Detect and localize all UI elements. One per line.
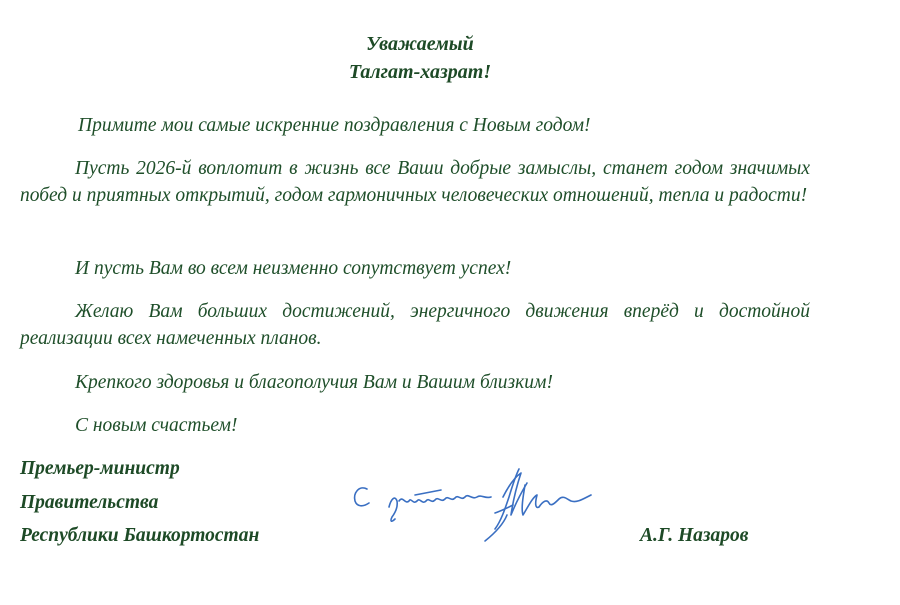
salutation-line-1: Уважаемый: [366, 33, 474, 55]
paragraph-new-happiness: С новым счастьем!: [75, 415, 238, 436]
paragraph-success: И пусть Вам во всем неизменно сопутствует успех!: [75, 258, 512, 279]
paragraph-congratulations: Примите мои самые искренние поздравления с Новым годом!: [78, 115, 591, 136]
salutation-line-2: Талгат-хазрат!: [348, 61, 492, 83]
signer-name: А.Г. Назаров: [640, 525, 749, 546]
signer-title-line-1: Премьер-министр: [20, 458, 180, 479]
signer-title-line-3: Республики Башкортостан: [20, 525, 260, 546]
paragraph-achievements: Желаю Вам больших достижений, энергичного движения вперёд и достойной реализации всех намеченных планов.: [20, 301, 810, 349]
paragraph-health: Крепкого здоровья и благополучия Вам и Вашим близким!: [75, 372, 553, 393]
handwritten-signature: [345, 455, 610, 550]
paragraph-wishes-2026: Пусть 2026-й воплотит в жизнь все Ваши добрые замыслы, станет годом значимых побед и приятных открытий, годом гармоничных человеческих отношений, тепла и радости!: [20, 158, 810, 206]
signer-title-line-2: Правительства: [20, 492, 159, 513]
